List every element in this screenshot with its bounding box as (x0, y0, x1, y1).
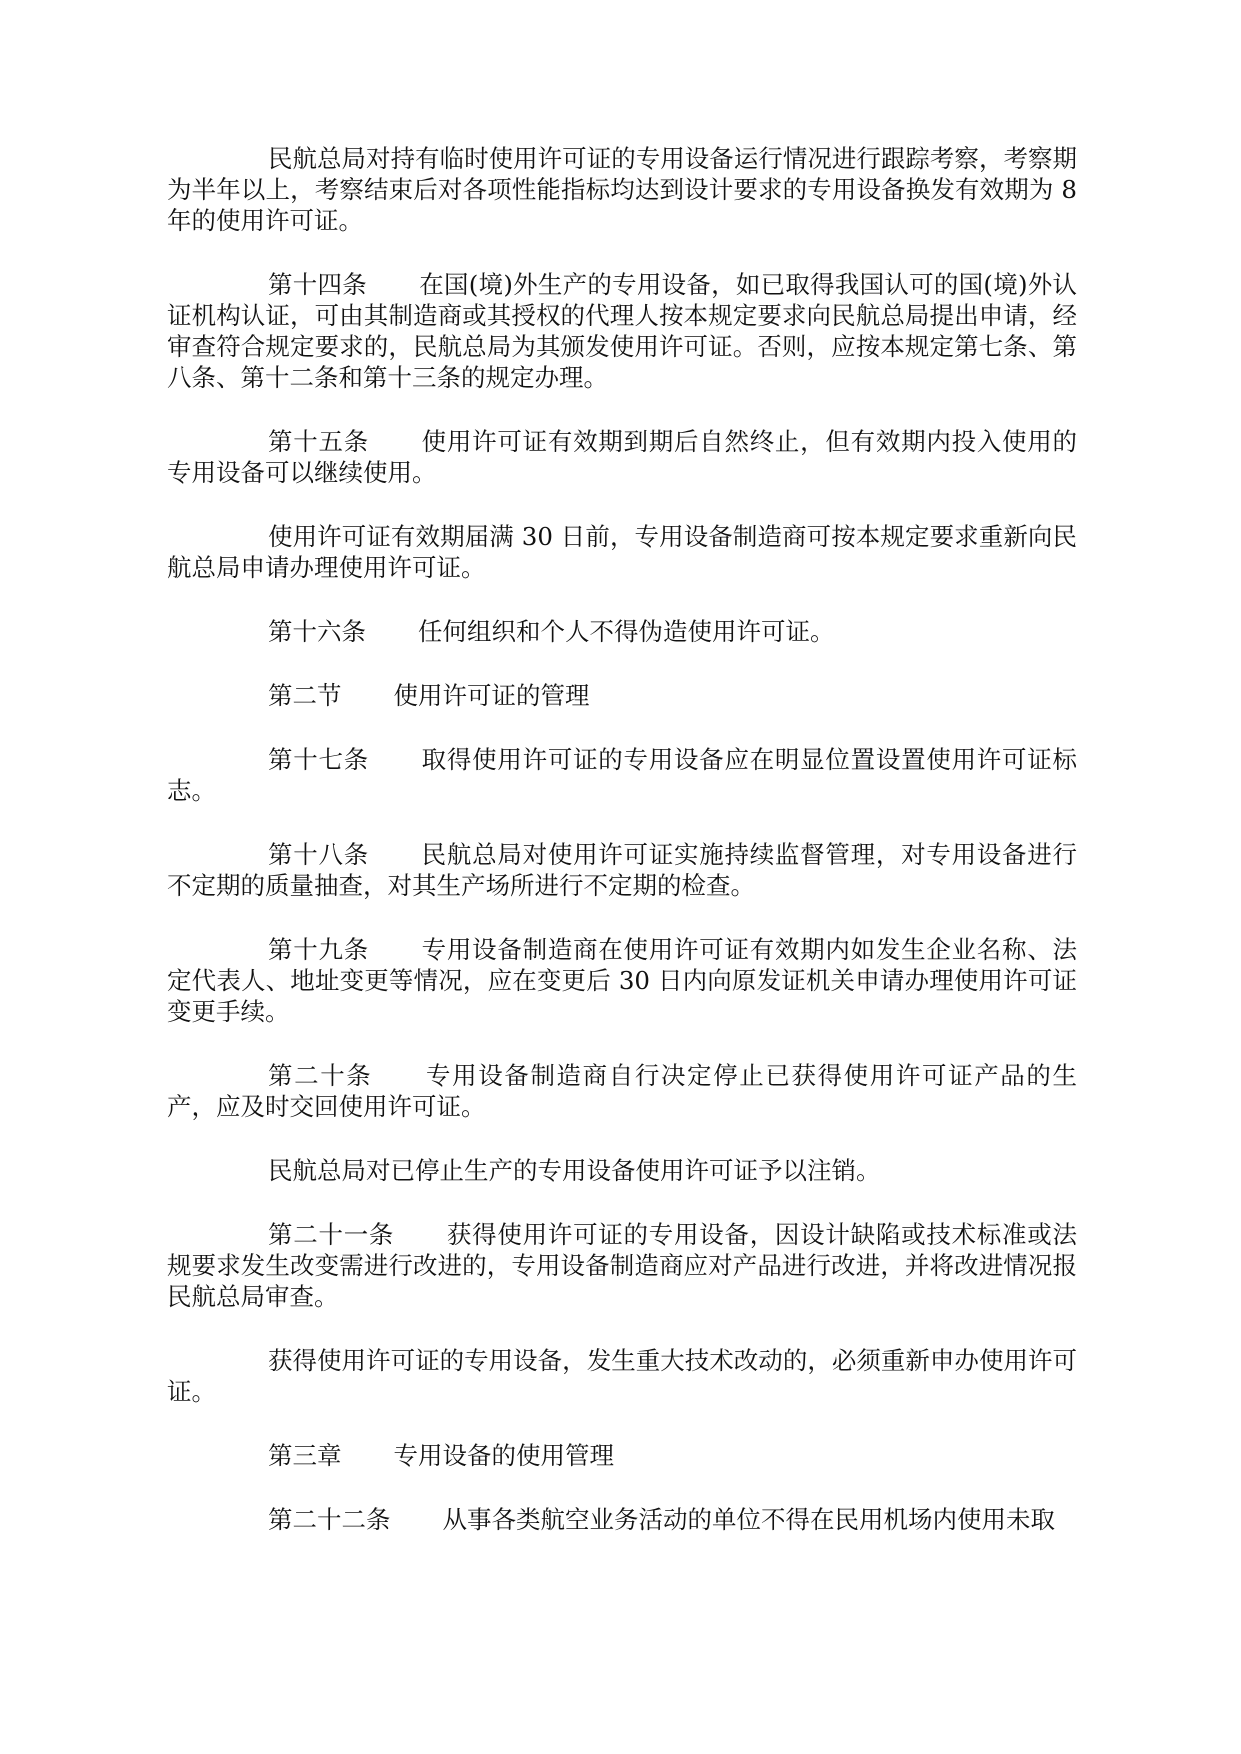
article-15 (167, 426, 1077, 488)
paragraph-reapply (167, 1345, 1077, 1407)
article-heading: 第十五条 (268, 427, 369, 456)
article-heading: 第十七条 (268, 745, 369, 774)
section-heading: 第二节 (268, 681, 342, 710)
article-text: 取得使用许可证的专用设备应在明显位置设置使用许可证标志。 (167, 745, 1078, 805)
article-17 (167, 744, 1077, 806)
article-text: 从事各类航空业务活动的单位不得在民用机场内使用未取 (442, 1505, 1055, 1534)
article-text: 专用设备制造商自行决定停止已获得使用许可证产品的生产，应及时交回使用许可证。 (167, 1061, 1078, 1121)
article-heading: 第十九条 (268, 935, 369, 964)
article-text: 专用设备制造商在使用许可证有效期内如发生企业名称、法定代表人、地址变更等情况，应在变更后 30 日内向原发证机关申请办理使用许可证变更手续。 (167, 935, 1078, 1026)
article-text: 在国(境)外生产的专用设备，如已取得我国认可的国(境)外认证机构认证，可由其制造商或其授权的代理人按本规定要求向民航总局提出申请，经审查符合规定要求的，民航总局为其颁发使用许可证。否则，应按本规定第七条、第八条、第十二条和第十三条的规定办理。 (167, 270, 1078, 392)
chapter-3-heading (167, 1440, 1077, 1471)
article-heading: 第十八条 (268, 840, 369, 869)
article-21 (167, 1219, 1077, 1312)
paragraph-revocation (167, 1155, 1077, 1186)
article-text: 获得使用许可证的专用设备，因设计缺陷或技术标准或法规要求发生改变需进行改进的，专用设备制造商应对产品进行改进，并将改进情况报民航总局审查。 (167, 1220, 1078, 1311)
article-text: 任何组织和个人不得伪造使用许可证。 (418, 617, 835, 646)
article-14 (167, 269, 1077, 393)
section-title: 使用许可证的管理 (393, 681, 590, 710)
paragraph-text: 民航总局对持有临时使用许可证的专用设备运行情况进行跟踪考察，考察期为半年以上，考察结束后对各项性能指标均达到设计要求的专用设备换发有效期为 8 年的使用许可证。 (167, 144, 1085, 235)
article-20 (167, 1060, 1077, 1122)
chapter-title: 专用设备的使用管理 (393, 1441, 614, 1470)
paragraph-text: 民航总局对已停止生产的专用设备使用许可证予以注销。 (268, 1156, 881, 1185)
article-heading: 第二十二条 (268, 1505, 391, 1534)
paragraph-text: 使用许可证有效期届满 30 日前，专用设备制造商可按本规定要求重新向民航总局申请办理使用许可证。 (167, 522, 1077, 582)
article-18 (167, 839, 1077, 901)
article-16 (167, 616, 1077, 647)
article-22 (167, 1504, 1077, 1535)
article-heading: 第十六条 (268, 617, 366, 646)
article-heading: 第二十条 (268, 1061, 373, 1090)
chapter-heading: 第三章 (268, 1441, 342, 1470)
paragraph-renewal (167, 521, 1077, 583)
article-text: 民航总局对使用许可证实施持续监督管理，对专用设备进行不定期的质量抽查，对其生产场所进行不定期的检查。 (167, 840, 1078, 900)
article-heading: 第二十一条 (268, 1220, 395, 1249)
article-heading: 第十四条 (268, 270, 368, 299)
section-2-heading (167, 680, 1077, 711)
article-text: 使用许可证有效期到期后自然终止，但有效期内投入使用的专用设备可以继续使用。 (167, 427, 1078, 487)
article-19 (167, 934, 1077, 1027)
paragraph-text: 获得使用许可证的专用设备，发生重大技术改动的，必须重新申办使用许可证。 (167, 1346, 1077, 1406)
paragraph-1 (167, 143, 1085, 236)
